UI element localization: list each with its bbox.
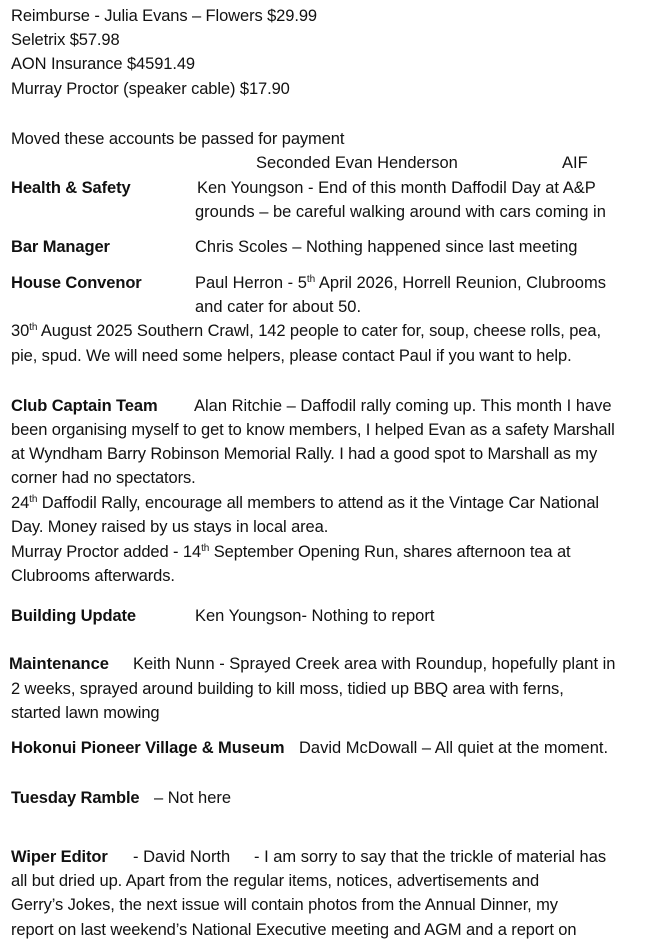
payment-item: AON Insurance $4591.49: [11, 55, 196, 73]
section-heading-bar-manager: Bar Manager: [11, 238, 110, 256]
section-heading-wiper-editor: Wiper Editor: [11, 848, 108, 866]
section-heading-tuesday-ramble: Tuesday Ramble: [11, 789, 140, 807]
club-captain-text: been organising myself to get to know members, I helped Evan as a safety Marshall: [11, 421, 615, 439]
payment-item: Seletrix $57.98: [11, 31, 120, 49]
wiper-editor-text: all but dried up. Apart from the regular items, notices, advertisements and: [11, 872, 540, 890]
wiper-editor-text: - I am sorry to say that the trickle of material has: [254, 848, 607, 866]
club-captain-text: Day. Money raised by us stays in local area.: [11, 518, 329, 536]
maintenance-text: Keith Nunn - Sprayed Creek area with Roundup, hopefully plant in: [133, 655, 616, 673]
maintenance-text: 2 weeks, sprayed around building to kill moss, tidied up BBQ area with ferns,: [11, 680, 564, 698]
motion-carried: AIF: [562, 154, 588, 172]
motion-seconded: Seconded Evan Henderson: [256, 154, 458, 172]
motion-text: Moved these accounts be passed for payment: [11, 130, 345, 148]
club-captain-text: Murray Proctor added - 14th September Opening Run, shares afternoon tea at: [11, 543, 571, 561]
bar-manager-text: Chris Scoles – Nothing happened since last meeting: [195, 238, 578, 256]
hokonui-text: David McDowall – All quiet at the moment.: [299, 739, 609, 757]
health-safety-text: Ken Youngson - End of this month Daffodil Day at A&P: [197, 179, 596, 197]
club-captain-text: 24th Daffodil Rally, encourage all members to attend as it the Vintage Car National: [11, 494, 599, 512]
club-captain-text: Clubrooms afterwards.: [11, 567, 175, 585]
maintenance-text: started lawn mowing: [11, 704, 160, 722]
wiper-editor-text: report on last weekend’s National Executive meeting and AGM and a report on: [11, 921, 577, 939]
club-captain-text: at Wyndham Barry Robinson Memorial Rally. I had a good spot to Marshall as my: [11, 445, 598, 463]
building-update-text: Ken Youngson- Nothing to report: [195, 607, 435, 625]
wiper-editor-name: - David North: [133, 848, 231, 866]
section-heading-hokonui: Hokonui Pioneer Village & Museum: [11, 739, 285, 757]
section-heading-club-captain: Club Captain Team: [11, 397, 158, 415]
payment-item: Murray Proctor (speaker cable) $17.90: [11, 80, 290, 98]
house-convenor-text: 30th August 2025 Southern Crawl, 142 people to cater for, soup, cheese rolls, pea,: [11, 322, 601, 340]
wiper-editor-text: Gerry’s Jokes, the next issue will contain photos from the Annual Dinner, my: [11, 896, 558, 914]
section-heading-health-safety: Health & Safety: [11, 179, 131, 197]
house-convenor-text: pie, spud. We will need some helpers, please contact Paul if you want to help.: [11, 347, 572, 365]
section-heading-maintenance: Maintenance: [9, 655, 109, 673]
house-convenor-text: Paul Herron - 5th April 2026, Horrell Reunion, Clubrooms: [195, 274, 606, 292]
tuesday-ramble-text: – Not here: [154, 789, 232, 807]
payment-item: Reimburse - Julia Evans – Flowers $29.99: [11, 7, 317, 25]
house-convenor-text: and cater for about 50.: [195, 298, 362, 316]
club-captain-text: Alan Ritchie – Daffodil rally coming up. This month I have: [194, 397, 612, 415]
section-heading-house-convenor: House Convenor: [11, 274, 142, 292]
club-captain-text: corner had no spectators.: [11, 469, 196, 487]
section-heading-building-update: Building Update: [11, 607, 136, 625]
health-safety-text: grounds – be careful walking around with cars coming in: [195, 203, 606, 221]
